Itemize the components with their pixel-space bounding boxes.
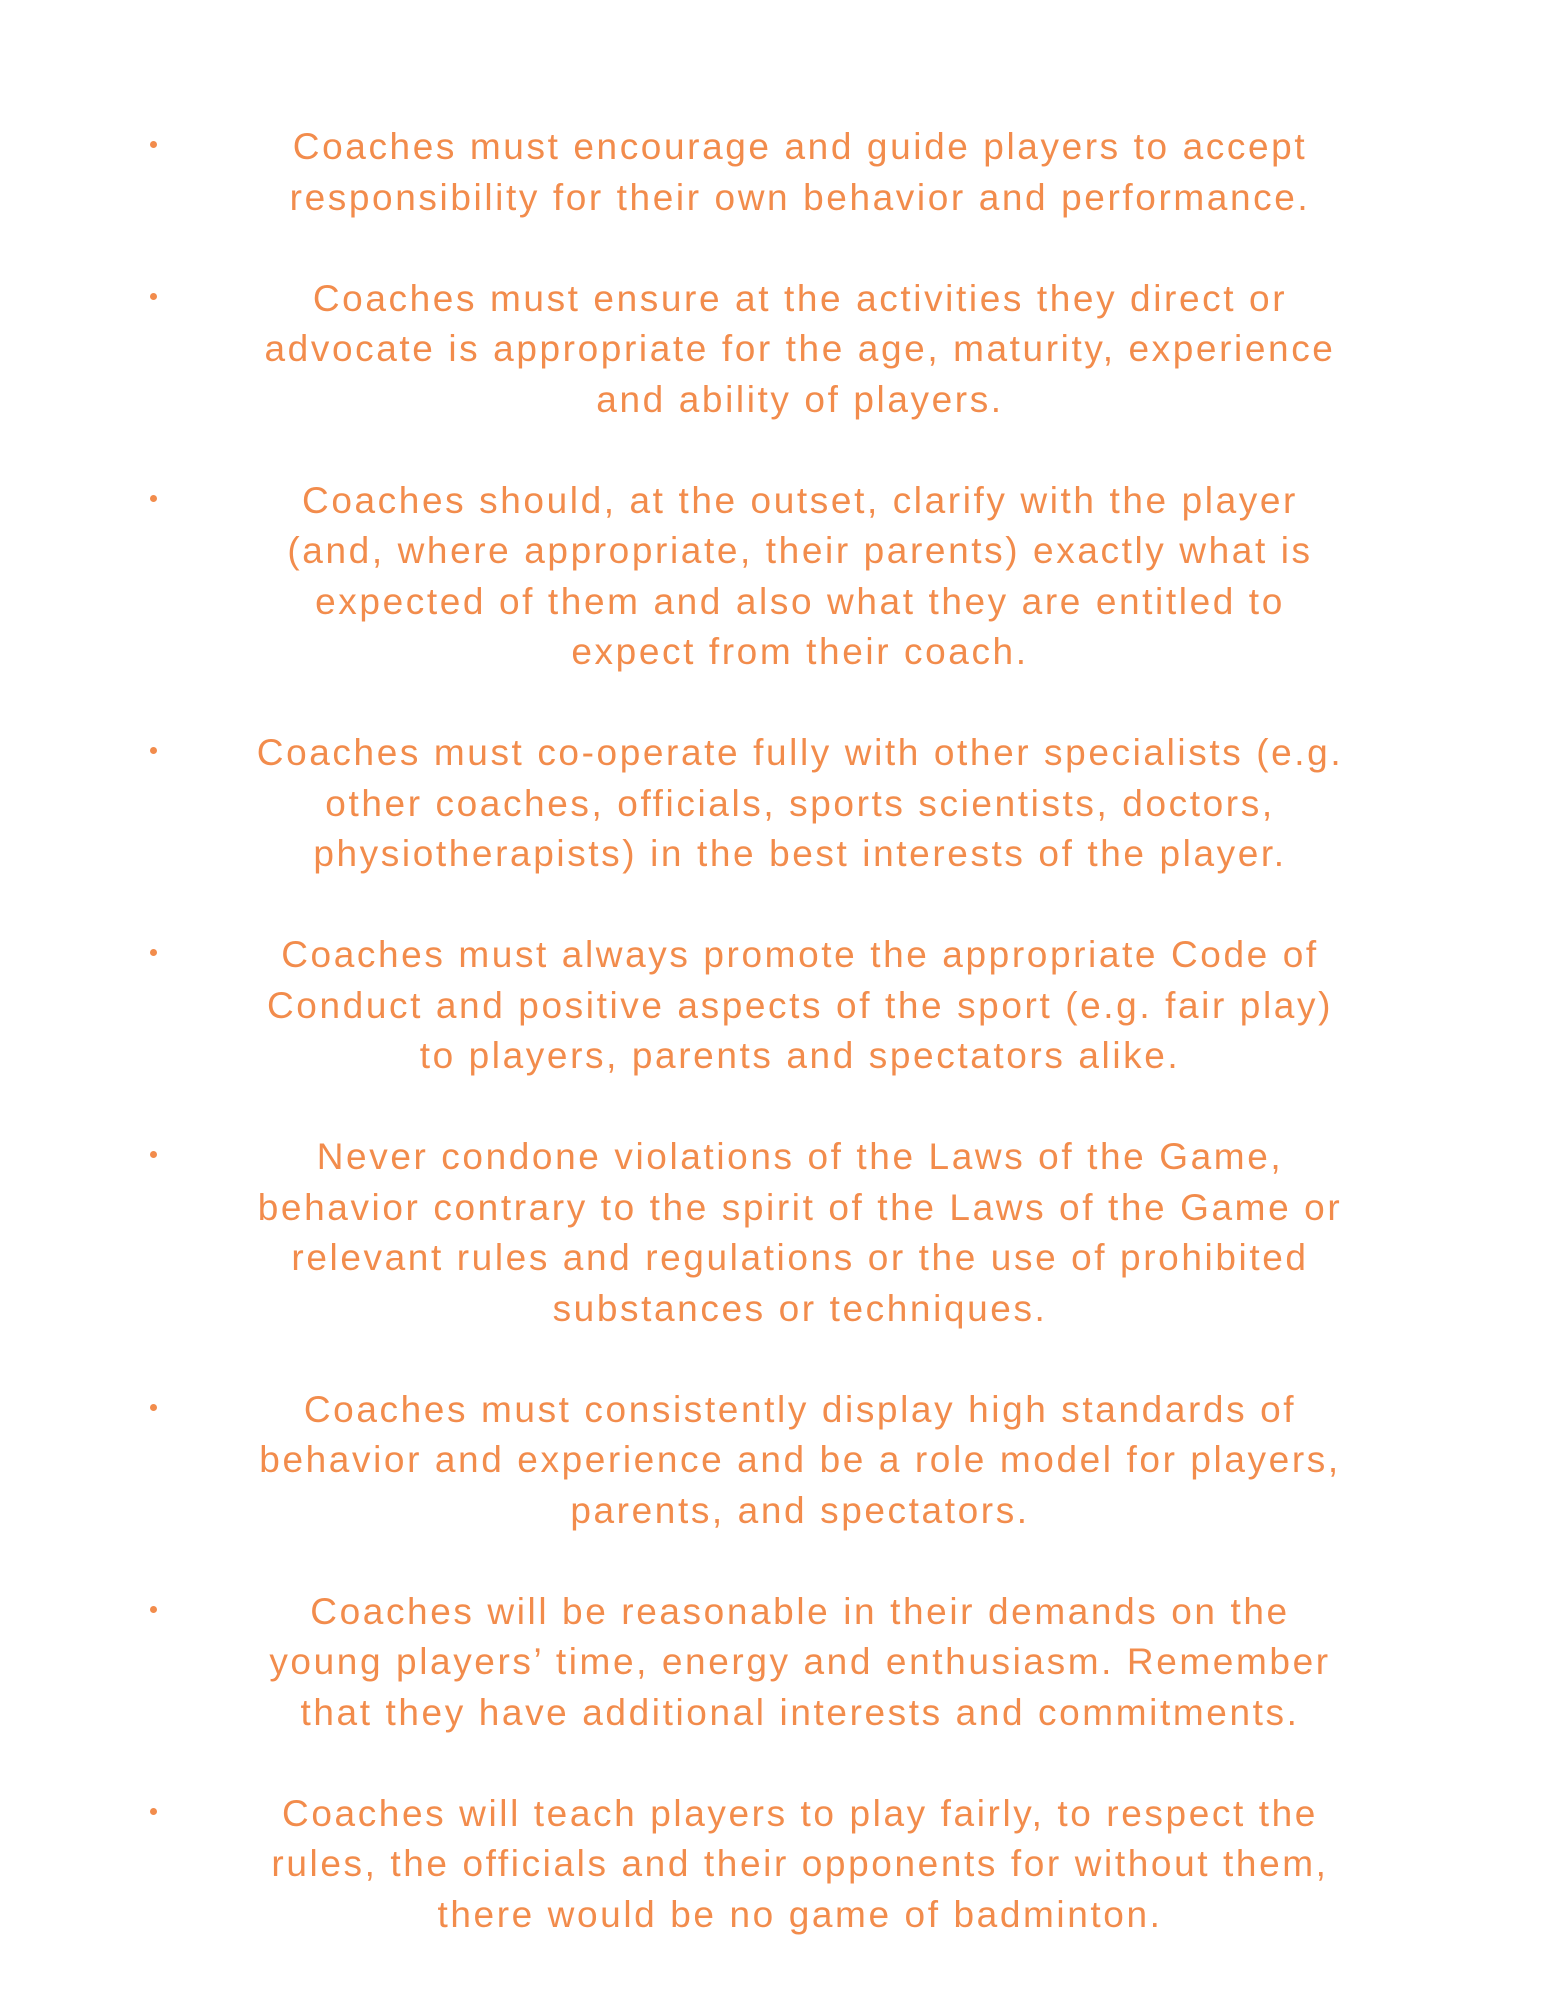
bullet-icon <box>150 293 157 300</box>
list-item <box>150 1587 1410 1739</box>
list-item <box>150 1789 1410 1941</box>
list-item <box>150 1132 1410 1334</box>
list-item-text: Coaches should, at the outset, clarify with the player (and, where appropriate, their parents) exactly what is expected of them and also what they are entitled to expect from their coach. <box>287 479 1313 672</box>
list-item-text: Coaches must always promote the appropriate Code of Conduct and positive aspects of the sport (e.g. fair play) to players, parents and spectators alike. <box>266 934 1333 1076</box>
list-item-text: Never condone violations of the Laws of the Game, behavior contrary to the spirit of the Laws of the Game or relevant rules and regulations or the use of prohibited substances or techniques. <box>257 1136 1343 1329</box>
list-item <box>150 1385 1410 1537</box>
list-item <box>150 476 1410 678</box>
bullet-icon <box>150 495 157 502</box>
bullet-icon <box>150 1606 157 1613</box>
code-of-conduct-list <box>150 122 1410 1991</box>
list-item-text: Coaches must consistently display high standards of behavior and experience and be a role model for players, parents, and spectators. <box>259 1388 1341 1531</box>
list-item-text: Coaches will be reasonable in their demands on the young players’ time, energy and enthusiasm. Remember that they have additional interests and commitments. <box>269 1590 1331 1733</box>
list-item-text: Coaches will teach players to play fairly, to respect the rules, the officials and their opponents for without them, there would be no game of badminton. <box>271 1792 1329 1935</box>
bullet-icon <box>150 1151 157 1158</box>
list-item-text: Coaches must co-operate fully with other specialists (e.g. other coaches, officials, sports scientists, doctors, physiotherapists) in the best interests of the player. <box>256 732 1344 874</box>
list-item-text: Coaches must ensure at the activities they direct or advocate is appropriate for the age, maturity, experience and ability of players. <box>264 277 1336 420</box>
list-item <box>150 930 1410 1082</box>
bullet-icon <box>150 1808 157 1815</box>
list-item-text: Coaches must encourage and guide players to accept responsibility for their own behavior and performance. <box>289 126 1311 218</box>
list-item <box>150 728 1410 880</box>
bullet-icon <box>150 1404 157 1411</box>
list-item <box>150 122 1410 223</box>
bullet-icon <box>150 949 157 956</box>
bullet-icon <box>150 141 157 148</box>
list-item <box>150 274 1410 426</box>
bullet-icon <box>150 747 157 754</box>
